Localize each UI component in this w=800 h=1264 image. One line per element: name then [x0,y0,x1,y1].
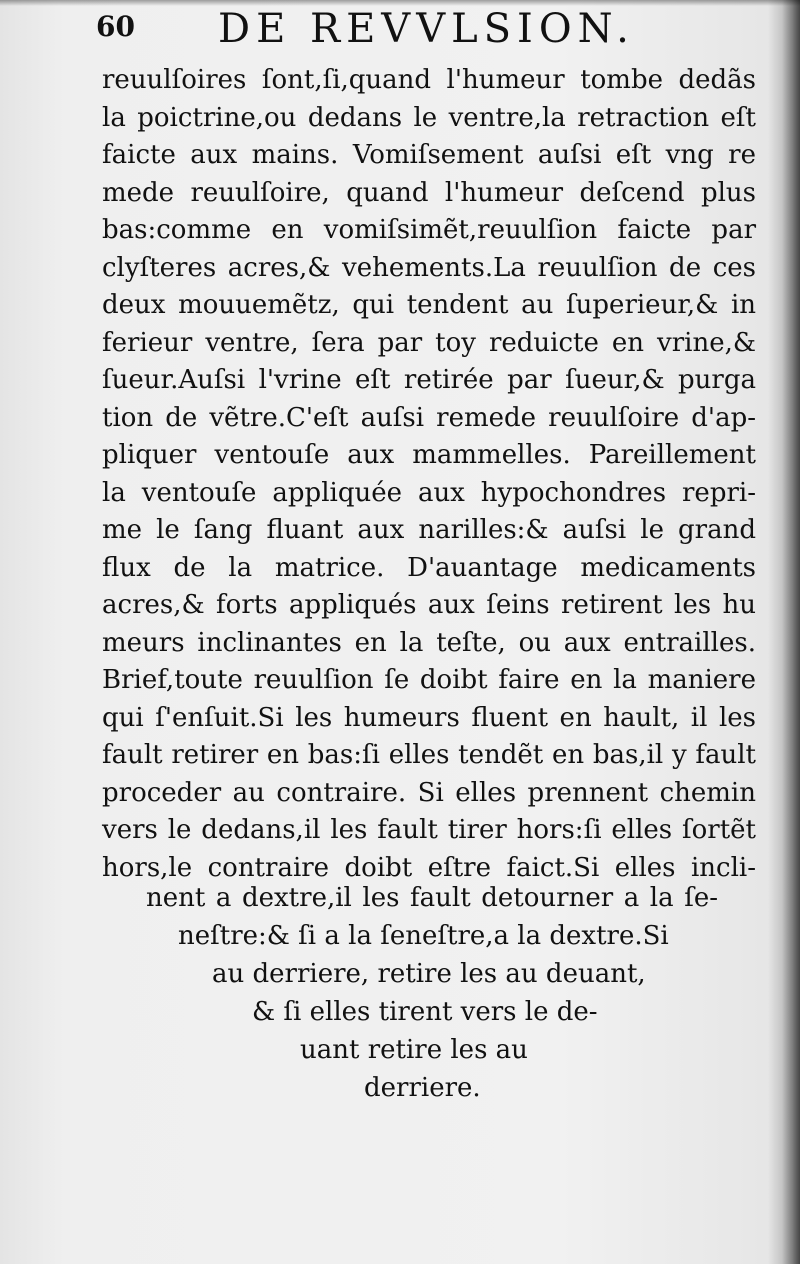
text-line: bas:comme en vomiſsimẽt,reuulſion faicte par [102,215,756,245]
tail-line: uant retire les au [300,1035,528,1065]
body-text [102,62,756,887]
page-number: 60 [96,10,135,43]
text-line: pliquer ventouſe aux mammelles. Pareillement [102,440,756,470]
tail-line: neſtre:& ſi a la ſeneſtre,a la dextre.Si [178,921,669,951]
text-line: Brief,toute reuulſion ſe doibt faire en la maniere [102,665,756,695]
text-line: proceder au contraire. Si elles prennent chemin [102,777,756,808]
text-line: ſueur.Auſsi l'vrine eſt retirée par ſueur,& purga [102,365,756,395]
page-header [0,0,800,56]
tail-line: & ſi elles tirent vers le de- [252,997,598,1027]
text-line: tion de vẽtre.C'eſt auſsi remede reuulſoire d'ap- [102,402,756,433]
tail-line: nent a dextre,il les fault detourner a la ſe- [146,883,718,913]
gutter-shadow [782,0,800,1264]
text-line: reuulſoires ſont,ſi,quand l'humeur tombe dedãs [102,65,756,95]
text-line: mede reuulſoire, quand l'humeur deſcend plus [102,177,756,208]
running-head: DE REVVLSION. [218,6,635,52]
text-line: la poictrine,ou dedans le ventre,la retraction eſt [102,102,756,133]
text-line: ferieur ventre, ſera par toy reduicte en vrine,& [102,327,756,358]
text-line: faicte aux mains. Vomiſsement auſsi eſt vng re [102,140,756,170]
tail-line: au derriere, retire les au deuant, [212,959,646,989]
text-line: clyſteres acres,& vehements.La reuulſion de ces [102,252,756,283]
text-line: hors,le contraire doibt eſtre faict.Si elles incli- [102,852,756,883]
text-line: fault retirer en bas:ſi elles tendẽt en bas,il y fault [102,740,756,770]
text-line: qui ſ'enſuit.Si les humeurs fluent en hault, il les [102,702,756,733]
tail-line: derriere. [364,1073,481,1103]
text-line: meurs inclinantes en la teſte, ou aux entrailles. [102,627,756,658]
text-line: me le ſang fluant aux narilles:& auſsi le grand [102,515,756,545]
text-line: la ventouſe appliquée aux hypochondres repri- [102,477,756,508]
text-line: acres,& forts appliqués aux ſeins retirent les hu [102,590,756,620]
text-line: flux de la matrice. D'auantage medicaments [102,552,756,583]
text-line: deux mouuemẽtz, qui tendent au ſuperieur,& in [102,290,756,320]
text-line: vers le dedans,il les fault tirer hors:ſi elles ſortẽt [102,815,756,845]
